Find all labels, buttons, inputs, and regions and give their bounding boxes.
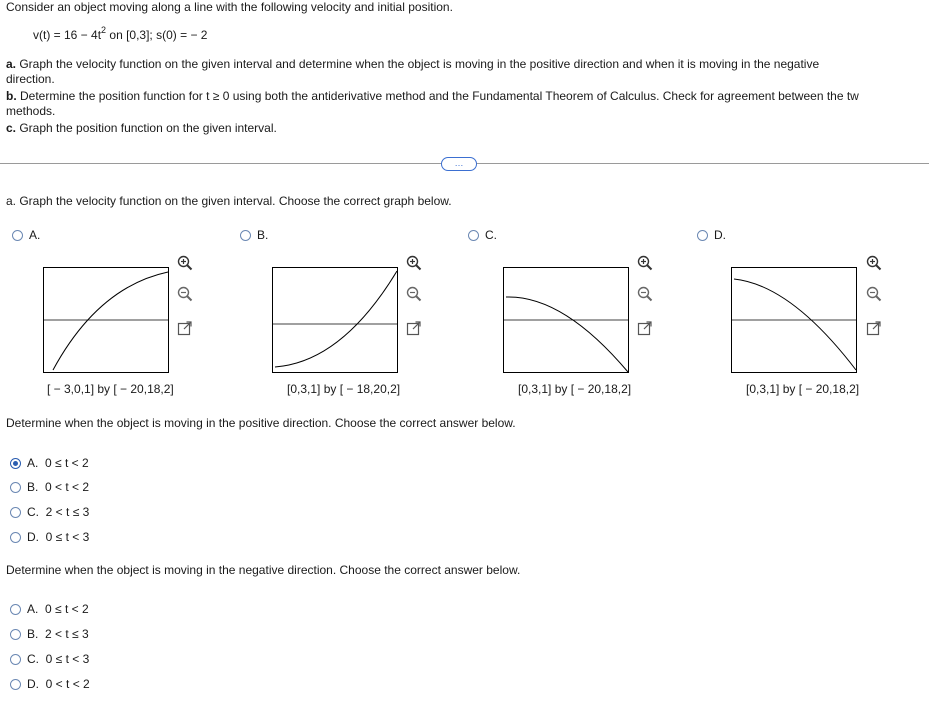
graph-option-a-radio[interactable]	[12, 230, 23, 241]
negative-option-a-radio[interactable]	[10, 604, 21, 615]
negative-direction-prompt: Determine when the object is moving in the negative direction. Choose the correct answer below.	[6, 563, 521, 577]
velocity-formula-rest: on [0,3]; s(0) = − 2	[106, 28, 208, 42]
expand-icon[interactable]	[865, 319, 883, 337]
positive-option-d-text: 0 ≤ t < 3	[45, 530, 90, 544]
part-a-label: a.	[6, 57, 17, 71]
graph-c-caption: [0,3,1] by [ − 20,18,2]	[518, 382, 632, 396]
negative-option-b[interactable]	[10, 627, 89, 641]
zoom-out-icon[interactable]	[176, 285, 194, 303]
graph-option-a[interactable]	[12, 228, 40, 242]
graph-question-prompt: a. Graph the velocity function on the given interval. Choose the correct graph below.	[6, 194, 452, 208]
graph-c-plot	[503, 267, 629, 373]
positive-option-b-radio[interactable]	[10, 482, 21, 493]
graph-b-caption: [0,3,1] by [ − 18,20,2]	[287, 382, 401, 396]
negative-option-d[interactable]	[10, 677, 90, 691]
graph-a	[43, 267, 169, 373]
graph-b-plot	[272, 267, 398, 373]
positive-direction-prompt: Determine when the object is moving in the positive direction. Choose the correct answer below.	[6, 416, 516, 430]
positive-option-a[interactable]	[10, 456, 89, 470]
graph-option-d-label: D.	[714, 228, 726, 242]
graph-option-b-radio[interactable]	[240, 230, 251, 241]
positive-option-b-label: B.	[27, 480, 39, 494]
graph-a-plot	[43, 267, 169, 373]
negative-option-d-label: D.	[27, 677, 39, 691]
graph-b-frame	[273, 268, 398, 373]
part-c-label: c.	[6, 121, 17, 135]
expand-icon[interactable]	[636, 319, 654, 337]
negative-option-a-label: A.	[27, 602, 39, 616]
negative-option-c-radio[interactable]	[10, 654, 21, 665]
positive-option-b[interactable]	[10, 480, 89, 494]
negative-option-a[interactable]	[10, 602, 89, 616]
negative-option-c-label: C.	[27, 652, 39, 666]
graph-option-c-label: C.	[485, 228, 497, 242]
negative-option-c[interactable]	[10, 652, 89, 666]
graph-option-b[interactable]	[240, 228, 268, 242]
graph-d-plot	[731, 267, 857, 373]
expand-icon[interactable]	[405, 319, 423, 337]
graph-d	[731, 267, 857, 373]
velocity-formula	[33, 25, 208, 42]
graph-d-caption: [0,3,1] by [ − 20,18,2]	[746, 382, 860, 396]
graph-option-c[interactable]	[468, 228, 497, 242]
part-b-label: b.	[6, 89, 17, 103]
part-c-body: Graph the position function on the given interval.	[16, 121, 277, 135]
part-b-continued: methods.	[6, 104, 56, 118]
problem-intro: Consider an object moving along a line with the following velocity and initial position.	[6, 0, 453, 14]
zoom-out-icon[interactable]	[405, 285, 423, 303]
graph-option-a-label: A.	[29, 228, 41, 242]
expand-icon[interactable]	[176, 319, 194, 337]
negative-option-b-text: 2 < t ≤ 3	[45, 627, 89, 641]
zoom-in-icon[interactable]	[405, 254, 423, 272]
zoom-in-icon[interactable]	[176, 254, 194, 272]
positive-option-b-text: 0 < t < 2	[45, 480, 90, 494]
graph-option-b-label: B.	[257, 228, 269, 242]
positive-option-d-label: D.	[27, 530, 39, 544]
graph-c	[503, 267, 629, 373]
positive-option-c-label: C.	[27, 505, 39, 519]
negative-option-d-text: 0 < t < 2	[45, 677, 90, 691]
negative-option-b-radio[interactable]	[10, 629, 21, 640]
positive-option-d[interactable]	[10, 530, 89, 544]
negative-option-c-text: 0 ≤ t < 3	[45, 652, 90, 666]
positive-option-c[interactable]	[10, 505, 89, 519]
zoom-out-icon[interactable]	[865, 285, 883, 303]
negative-option-b-label: B.	[27, 627, 39, 641]
zoom-in-icon[interactable]	[636, 254, 654, 272]
zoom-out-icon[interactable]	[636, 285, 654, 303]
graph-option-d[interactable]	[697, 228, 726, 242]
positive-option-a-label: A.	[27, 456, 39, 470]
part-b-text	[6, 89, 859, 103]
velocity-formula-exponent: 2	[101, 25, 107, 35]
positive-option-a-radio[interactable]	[10, 458, 21, 469]
negative-option-d-radio[interactable]	[10, 679, 21, 690]
velocity-formula-main: v(t) = 16 − 4t	[33, 28, 102, 42]
graph-b	[272, 267, 398, 373]
graph-option-c-radio[interactable]	[468, 230, 479, 241]
graph-a-caption: [ − 3,0,1] by [ − 20,18,2]	[47, 382, 174, 396]
positive-option-d-radio[interactable]	[10, 532, 21, 543]
positive-option-c-radio[interactable]	[10, 507, 21, 518]
part-a-text	[6, 57, 819, 71]
positive-option-c-text: 2 < t ≤ 3	[45, 505, 90, 519]
graph-option-d-radio[interactable]	[697, 230, 708, 241]
negative-option-a-text: 0 ≤ t < 2	[45, 602, 89, 616]
part-a-continued: direction.	[6, 72, 55, 86]
zoom-in-icon[interactable]	[865, 254, 883, 272]
part-b-body: Determine the position function for t ≥ 0 using both the antiderivative method and the Fundamental Theorem of Calculus. Check for agreement between the tw	[16, 89, 859, 103]
part-c-text	[6, 121, 277, 135]
positive-option-a-text: 0 ≤ t < 2	[45, 456, 89, 470]
show-more-button[interactable]: …	[441, 157, 477, 171]
part-a-body: Graph the velocity function on the given interval and determine when the object is moving in the positive direction and when it is moving in the negative	[16, 57, 820, 71]
